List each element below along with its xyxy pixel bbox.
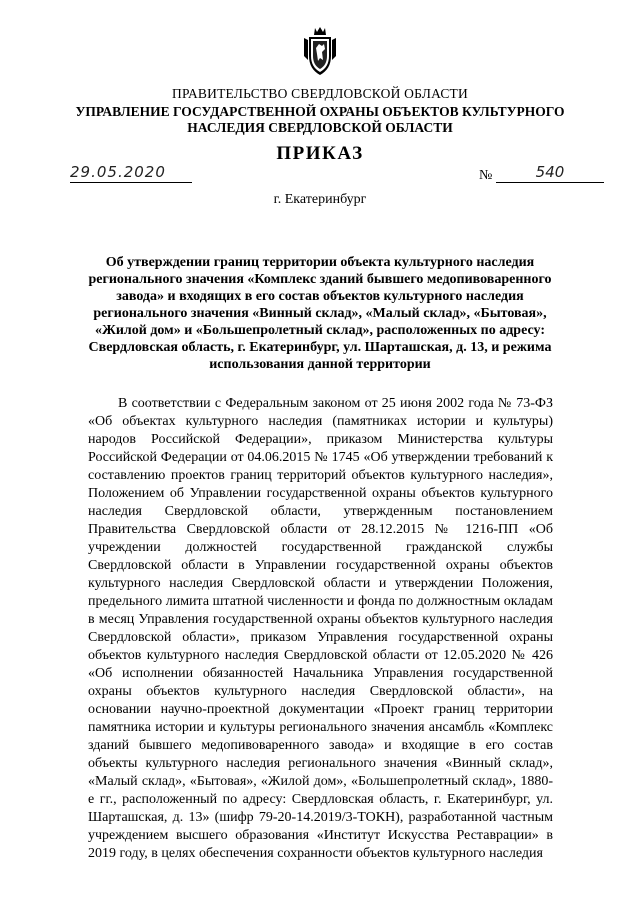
government-name: ПРАВИТЕЛЬСТВО СВЕРДЛОВСКОЙ ОБЛАСТИ xyxy=(172,86,468,101)
city: г. Екатеринбург xyxy=(273,192,367,207)
number-label: № xyxy=(479,168,493,183)
order-number-field xyxy=(496,163,604,183)
order-subject: Об утверждении границ территории объекта культурного наследия регионального значения «Комплекс зданий бывшего медопивоваренного завода» и входящих в его состав объектов культурного наследия регионального значения «Винный склад», «Малый склад», «Бытовая», «Жилой дом» и «Большепролетный склад», расположенных по адресу: Свердловская область, г. Екатеринбург, ул. Шарташская, д. 13, и режима использования данной территории xyxy=(88,255,552,372)
preamble-paragraph: В соответствии с Федеральным законом от 25 июня 2002 года № 73-ФЗ «Об объектах культурного наследия (памятниках истории и культуры) народов Российской Федерации», приказом Министерства культуры Российской Федерации от 04.06.2015 № 1745 «Об утверждении требований к составлению проектов границ территорий объектов культурного наследия», Положением об Управлении государственной охраны объектов культурного наследия Свердловской области, утвержденным постановлением Правительства Свердловской области от 28.12.2015 № 1216-ПП «Об учреждении должностей государственной гражданской службы Свердловской области в Управлении государственной охраны объектов культурного наследия Свердловской области и утверждении Положения, предельного лимита штатной численности и фонда по должностным окладам в месяц Управления государственной охраны объектов культурного наследия Свердловской области», приказом Управления государственной охраны объектов культурного наследия Свердловской области от 12.05.2020 № 426 «Об исполнении обязанностей Начальника Управления государственной охраны объектов культурного наследия Свердловской области», на основании научно-проектной документации «Проект границ территории памятника истории и культуры регионального значения ансамбль «Комплекс зданий бывшего медопивоваренного завода» и входящие в его состав объекты культурного наследия регионального значения «Винный склад», «Малый склад», «Бытовая», «Жилой дом», «Большепролетный склад», 1880-е гг., расположенный по адресу: Свердловская область, г. Екатеринбург, ул. Шарташская, д. 13» (шифр 79-20-14.2019/3-ТОКН), разработанной частным учреждением высшего образования «Институт Искусства Реставрации» в 2019 году, в целях обеспечения сохранности объектов культурного наследия xyxy=(88,396,553,861)
order-number: 540 xyxy=(535,163,565,181)
order-date-field xyxy=(70,163,192,183)
sverdlovsk-coat-of-arms-icon xyxy=(302,26,338,76)
document-type: ПРИКАЗ xyxy=(276,143,364,164)
department-name: УПРАВЛЕНИЕ ГОСУДАРСТВЕННОЙ ОХРАНЫ ОБЪЕКТОВ КУЛЬТУРНОГО НАСЛЕДИЯ СВЕРДЛОВСКОЙ ОБЛАСТИ xyxy=(75,104,565,135)
order-date: 29.05.2020 xyxy=(70,163,166,181)
